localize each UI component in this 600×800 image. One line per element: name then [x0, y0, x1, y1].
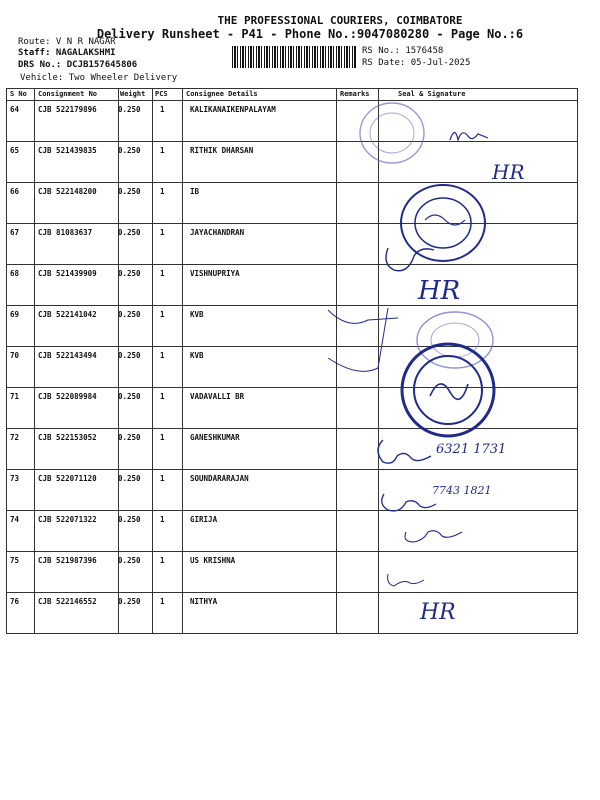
row-consignee: RITHIK DHARSAN: [190, 146, 254, 155]
row-cno: CJB 521439909: [38, 269, 97, 278]
row-pcs: 1: [160, 187, 165, 196]
row-divider: [6, 264, 578, 265]
row-sno: 70: [10, 351, 20, 360]
row-cno: CJB 522143494: [38, 351, 97, 360]
row-pcs: 1: [160, 310, 165, 319]
row-consignee: IB: [190, 187, 200, 196]
row-cno: CJB 522148200: [38, 187, 97, 196]
row-pcs: 1: [160, 433, 165, 442]
signature-6: [382, 568, 432, 590]
row-consignee: US KRISHNA: [190, 556, 236, 565]
row-weight: 0.250: [118, 228, 141, 237]
row-weight: 0.250: [118, 392, 141, 401]
route-text: Route: V N R NAGAR: [18, 37, 116, 47]
signature-5: [400, 520, 470, 548]
row-sno: 75: [10, 556, 20, 565]
row-sno: 71: [10, 392, 20, 401]
row-weight: 0.250: [118, 433, 141, 442]
row-consignee: KVB: [190, 351, 204, 360]
signature-1: [445, 120, 495, 150]
signature-scribble: [318, 300, 408, 380]
col-sno: S No: [10, 90, 27, 98]
row-pcs: 1: [160, 556, 165, 565]
row-weight: 0.250: [118, 351, 141, 360]
signature-3: [368, 432, 438, 472]
company-name: THE PROFESSIONAL COURIERS, COIMBATORE: [217, 14, 463, 27]
row-pcs: 1: [160, 228, 165, 237]
vehicle-text: Vehicle: Two Wheeler Delivery: [20, 73, 178, 83]
row-consignee: VISHNUPRIYA: [190, 269, 240, 278]
handwritten-phone-1: 6321 1731: [436, 442, 507, 457]
row-divider: [6, 633, 578, 634]
row-weight: 0.250: [118, 105, 141, 114]
row-consignee: JAYACHANDRAN: [190, 228, 245, 237]
row-cno: CJB 522146552: [38, 597, 97, 606]
col-consignee: Consignee Details: [186, 90, 258, 98]
row-divider: [6, 551, 578, 552]
row-pcs: 1: [160, 105, 165, 114]
row-consignee: NITHYA: [190, 597, 218, 606]
row-divider: [6, 469, 578, 470]
row-cno: CJB 521987396: [38, 556, 97, 565]
row-pcs: 1: [160, 597, 165, 606]
col-remarks: Remarks: [340, 90, 370, 98]
rs-number: RS No.: 1576458: [362, 46, 444, 56]
row-sno: 65: [10, 146, 20, 155]
row-cno: CJB 522071120: [38, 474, 97, 483]
row-divider: [6, 223, 578, 224]
row-cno: CJB 522179896: [38, 105, 97, 114]
row-pcs: 1: [160, 392, 165, 401]
row-pcs: 1: [160, 515, 165, 524]
row-sno: 67: [10, 228, 20, 237]
col-weight: Weight: [120, 90, 146, 98]
row-cno: CJB 522071322: [38, 515, 97, 524]
row-cno: CJB 81083637: [38, 228, 93, 237]
staff-text: Staff: NAGALAKSHMI: [18, 48, 116, 58]
runsheet-title: Delivery Runsheet - P41 - Phone No.:9047080280 - Page No.:6: [96, 27, 524, 41]
row-weight: 0.250: [118, 474, 141, 483]
rs-date: RS Date: 05-Jul-2025: [362, 58, 471, 68]
row-weight: 0.250: [118, 556, 141, 565]
row-pcs: 1: [160, 269, 165, 278]
row-consignee: KVB: [190, 310, 204, 319]
row-cno: CJB 521439835: [38, 146, 97, 155]
row-sno: 68: [10, 269, 20, 278]
row-weight: 0.250: [118, 269, 141, 278]
row-consignee: SOUNDARARAJAN: [190, 474, 249, 483]
row-cno: CJB 522141042: [38, 310, 97, 319]
row-consignee: GANESHKUMAR: [190, 433, 240, 442]
handwritten-hr-3: HR: [420, 600, 456, 625]
row-weight: 0.250: [118, 187, 141, 196]
row-pcs: 1: [160, 146, 165, 155]
col-pcs: PCS: [155, 90, 168, 98]
row-sno: 69: [10, 310, 20, 319]
seal-stamp-4: [398, 340, 498, 440]
handwritten-phone-2: 7743 1821: [432, 484, 492, 497]
row-consignee: KALIKANAIKENPALAYAM: [190, 105, 276, 114]
row-cno: CJB 522153052: [38, 433, 97, 442]
row-consignee: GIRIJA: [190, 515, 218, 524]
row-sno: 74: [10, 515, 20, 524]
row-sno: 66: [10, 187, 20, 196]
row-consignee: VADAVALLI BR: [190, 392, 245, 401]
row-sno: 76: [10, 597, 20, 606]
row-weight: 0.250: [118, 597, 141, 606]
row-weight: 0.250: [118, 515, 141, 524]
row-divider: [6, 592, 578, 593]
row-sno: 64: [10, 105, 20, 114]
handwritten-hr-1: HR: [492, 160, 525, 184]
row-sno: 73: [10, 474, 20, 483]
col-seal-signature: Seal & Signature: [398, 90, 466, 98]
handwritten-hr-2: HR: [418, 276, 461, 306]
row-sno: 72: [10, 433, 20, 442]
drs-number: DRS No.: DCJB157645806: [18, 60, 138, 70]
row-weight: 0.250: [118, 146, 141, 155]
row-cno: CJB 522089984: [38, 392, 97, 401]
seal-stamp-1: [352, 98, 432, 168]
row-divider: [6, 305, 578, 306]
barcode: [232, 46, 356, 68]
row-weight: 0.250: [118, 310, 141, 319]
signature-2: [380, 238, 440, 278]
row-pcs: 1: [160, 474, 165, 483]
row-pcs: 1: [160, 351, 165, 360]
row-divider: [6, 510, 578, 511]
col-consignment: Consignment No: [38, 90, 98, 98]
